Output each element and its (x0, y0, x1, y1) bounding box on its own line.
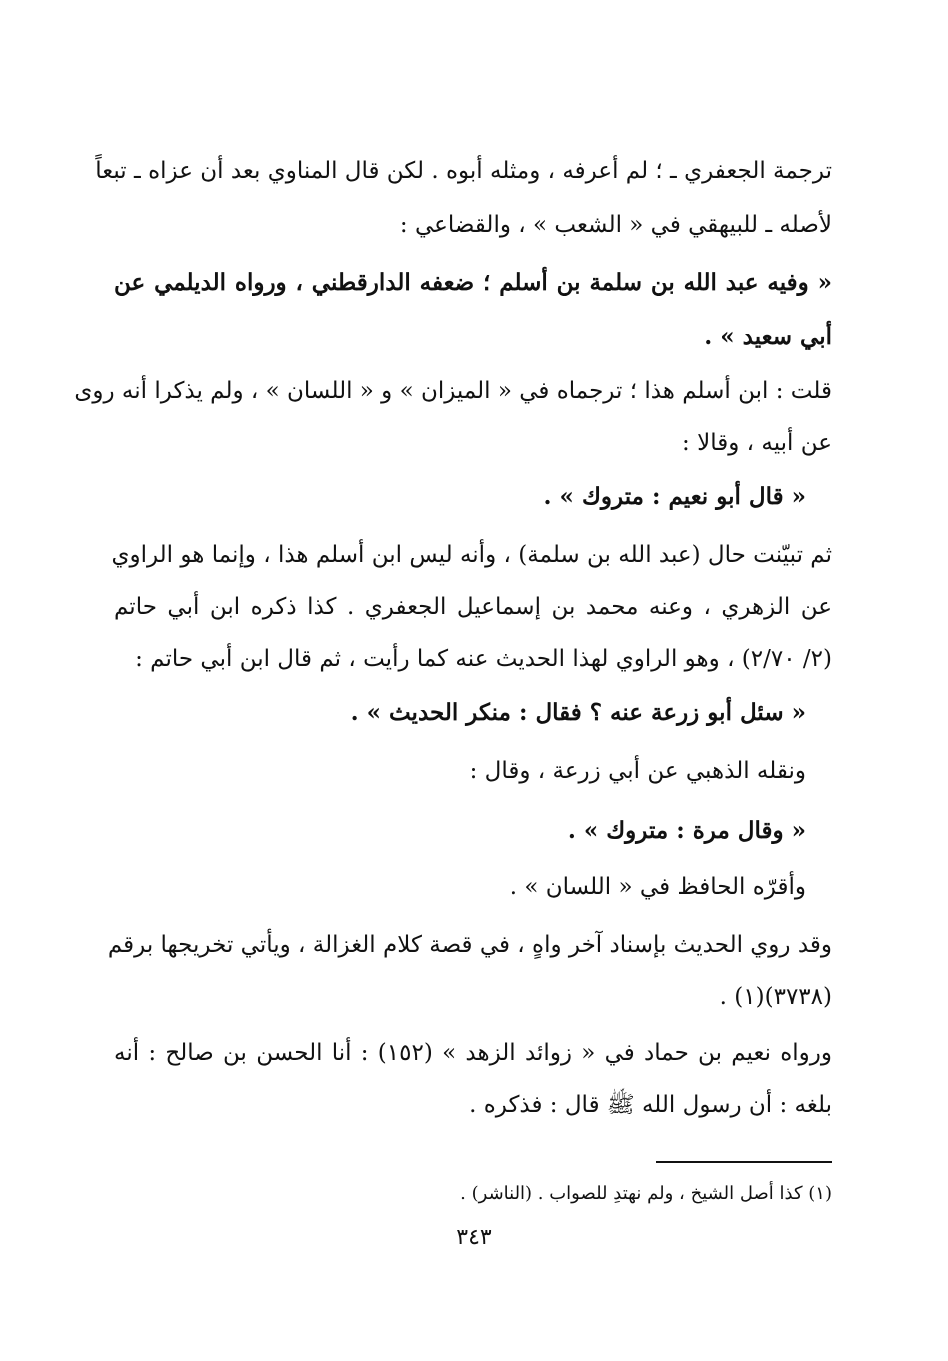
footnote: (١) كذا أصل الشيخ ، ولم نهتدِ للصواب . (الناشر) . (460, 1183, 832, 1204)
footnote-divider (656, 1161, 832, 1163)
text-line-1: ترجمة الجعفري ـ ؛ لم أعرفه ، ومثله أبوه . لكن قال المناوي بعد أن عزاه ـ تبعاً (95, 158, 832, 184)
text-line-6: عن الزهري ، وعنه محمد بن إسماعيل الجعفري . كذا ذكره ابن أبي حاتم (114, 594, 832, 620)
text-line-13: بلغه : أن رسول الله ﷺ قال : فذكره . (469, 1092, 832, 1118)
text-line-7: (٢/ ٢/٧٠) ، وهو الراوي لهذا الحديث عنه كما رأيت ، ثم قال ابن أبي حاتم : (135, 646, 832, 672)
quote-line-5: « وقال مرة : متروك » . (567, 817, 806, 844)
text-line-5: ثم تبيّنت حال (عبد الله بن سلمة) ، وأنه ليس ابن أسلم هذا ، وإنما هو الراوي (111, 542, 832, 568)
text-line-11: (٣٧٣٨)(١) . (719, 984, 832, 1010)
text-line-12: ورواه نعيم بن حماد في « زوائد الزهد » (١٥٢) : أنا الحسن بن صالح : أنه (114, 1040, 832, 1066)
text-line-2: لأصله ـ للبيهقي في « الشعب » ، والقضاعي : (399, 212, 832, 238)
text-line-3: قلت : ابن أسلم هذا ؛ ترجماه في « الميزان » و « اللسان » ، ولم يذكرا أنه روى (74, 378, 832, 404)
quote-line-3: « قال أبو نعيم : متروك » . (543, 483, 806, 510)
text-line-9: وأقرّه الحافظ في « اللسان » . (509, 874, 806, 900)
page-number: ٣٤٣ (456, 1225, 492, 1250)
quote-line-4: « سئل أبو زرعة عنه ؟ فقال : منكر الحديث » . (350, 699, 806, 726)
text-line-4: عن أبيه ، وقالا : (682, 430, 832, 456)
quote-line-1: « وفيه عبد الله بن سلمة بن أسلم ؛ ضعفه الدارقطني ، ورواه الديلمي عن (114, 269, 832, 296)
text-line-10: وقد روي الحديث بإسناد آخر واهٍ ، في قصة كلام الغزالة ، ويأتي تخريجها برقم (107, 932, 832, 958)
quote-line-2: أبي سعيد » . (704, 323, 832, 350)
text-line-8: ونقله الذهبي عن أبي زرعة ، وقال : (469, 758, 806, 784)
